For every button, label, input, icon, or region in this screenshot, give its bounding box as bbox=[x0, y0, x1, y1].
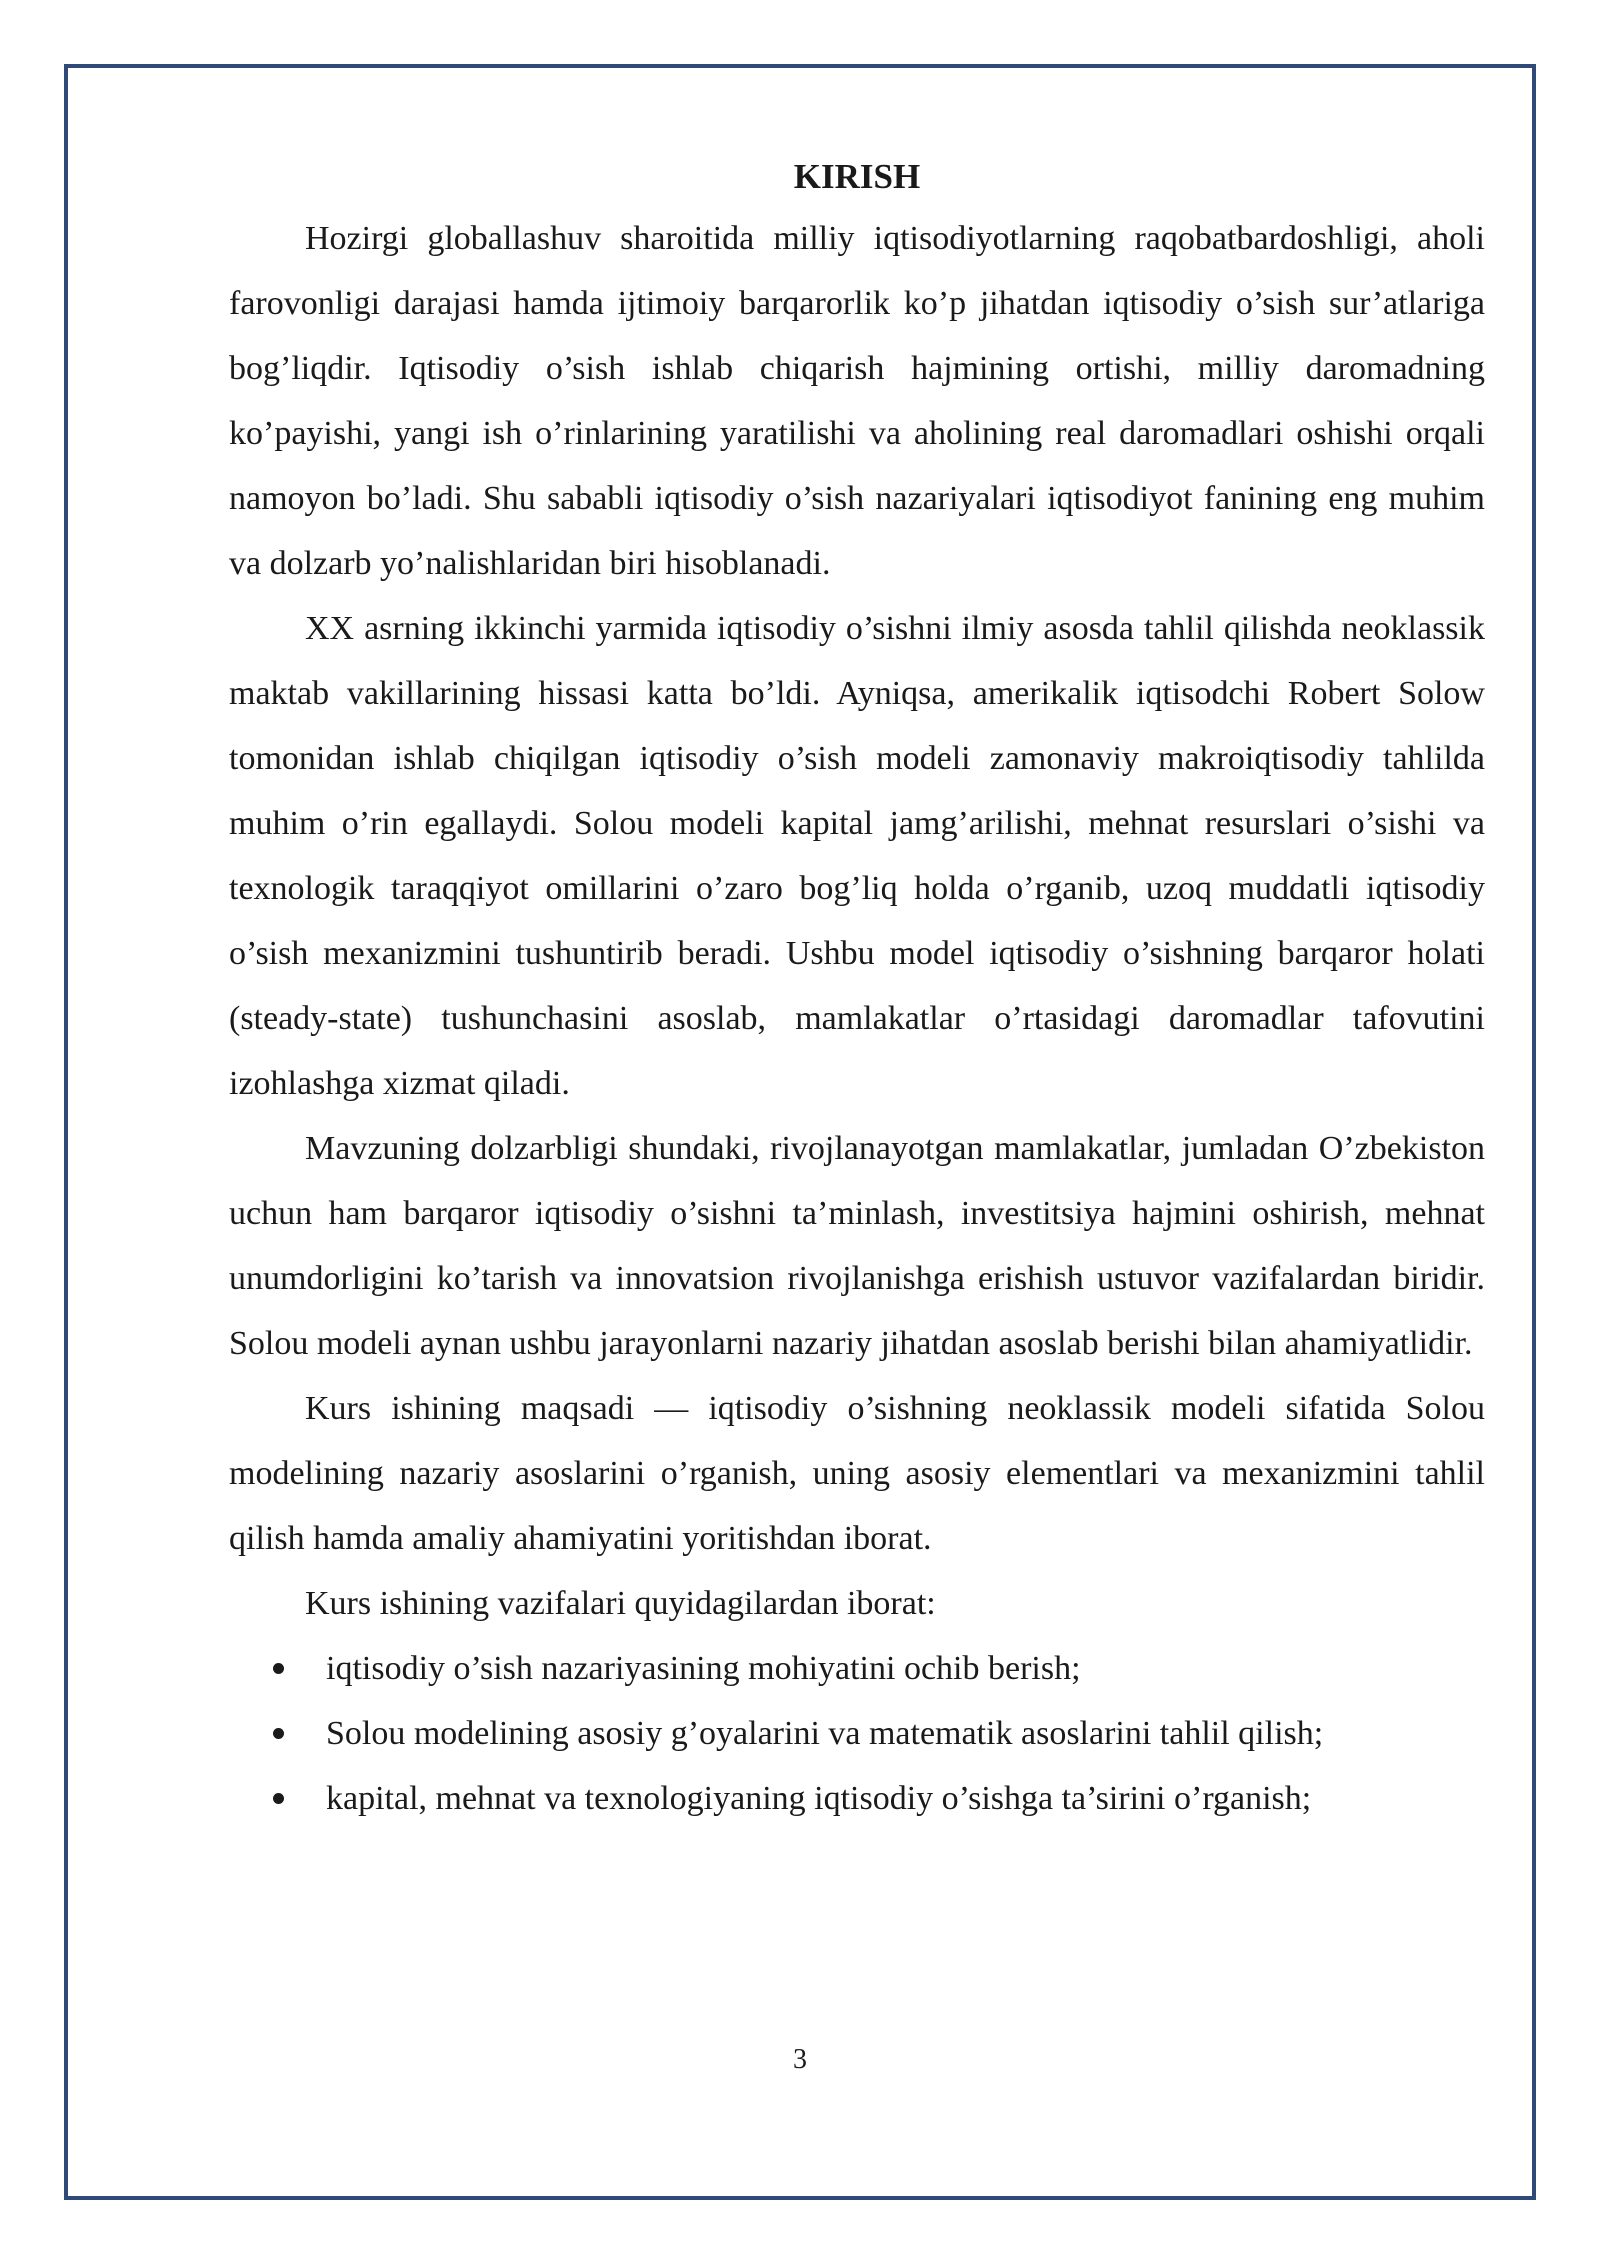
tasks-intro: Kurs ishining vazifalari quyidagilardan iborat: bbox=[305, 1585, 936, 1622]
list-item bbox=[229, 1636, 1485, 1701]
bullet-icon bbox=[273, 1728, 284, 1739]
bullet-icon bbox=[273, 1663, 284, 1674]
paragraph-4: Kurs ishining maqsadi — iqtisodiy o’sishning neoklassik modeli sifatida Solou modelining nazariy asoslarini o’rganish, uning asosiy elementlari va mexanizmini tahlil qilish hamda amaliy ahamiyatini yoritishdan iborat. bbox=[229, 1390, 1485, 1557]
list-item bbox=[229, 1701, 1485, 1766]
paragraph-2: XX asrning ikkinchi yarmida iqtisodiy o’sishni ilmiy asosda tahlil qilishda neoklassik maktab vakillarining hissasi katta bo’ldi. Ayniqsa, amerikalik iqtisodchi Robert Solow tomonidan ishlab chiqilgan iqtisodiy o’sish modeli zamonaviy makroiqtisodiy tahlilda muhim o’rin egallaydi. Solou modeli kapital jamg’arilishi, mehnat resurslari o’sishi va texnologik taraqqiyot omillarini o’zaro bog’liq holda o’rganib, uzoq muddatli iqtisodiy o’sish mexanizmini tushuntirib beradi. Ushbu model iqtisodiy o’sishning barqaror holati (steady-state) tushunchasini asoslab, mamlakatlar o’rtasidagi daromadlar tafovutini izohlashga xizmat qiladi. bbox=[229, 610, 1485, 1102]
list-item bbox=[229, 1766, 1485, 1831]
page-number: 3 bbox=[793, 2044, 807, 2075]
document-body bbox=[229, 148, 1485, 1831]
tasks-list bbox=[229, 1636, 1485, 1831]
section-heading: KIRISH bbox=[793, 157, 921, 196]
list-item-text: iqtisodiy o’sish nazariyasining mohiyatini ochib berish; bbox=[326, 1650, 1081, 1687]
list-item-text: kapital, mehnat va texnologiyaning iqtisodiy o’sishga ta’sirini o’rganish; bbox=[326, 1780, 1312, 1817]
paragraph-1: Hozirgi globallashuv sharoitida milliy iqtisodiyotlarning raqobatbardoshligi, aholi farovonligi darajasi hamda ijtimoiy barqarorlik ko’p jihatdan iqtisodiy o’sish sur’atlariga bog’liqdir. Iqtisodiy o’sish ishlab chiqarish hajmining ortishi, milliy daromadning ko’payishi, yangi ish o’rinlarining yaratilishi va aholining real daromadlari oshishi orqali namoyon bo’ladi. Shu sababli iqtisodiy o’sish nazariyalari iqtisodiyot fanining eng muhim va dolzarb yo’nalishlaridan biri hisoblanadi. bbox=[229, 220, 1485, 582]
paragraph-3: Mavzuning dolzarbligi shundaki, rivojlanayotgan mamlakatlar, jumladan O’zbekiston uchun ham barqaror iqtisodiy o’sishni ta’minlash, investitsiya hajmini oshirish, mehnat unumdorligini ko’tarish va innovatsion rivojlanishga erishish ustuvor vazifalardan biridir. Solou modeli aynan ushbu jarayonlarni nazariy jihatdan asoslab berishi bilan ahamiyatlidir. bbox=[229, 1130, 1485, 1362]
list-item-text: Solou modelining asosiy g’oyalarini va matematik asoslarini tahlil qilish; bbox=[326, 1715, 1324, 1752]
bullet-icon bbox=[273, 1793, 284, 1804]
